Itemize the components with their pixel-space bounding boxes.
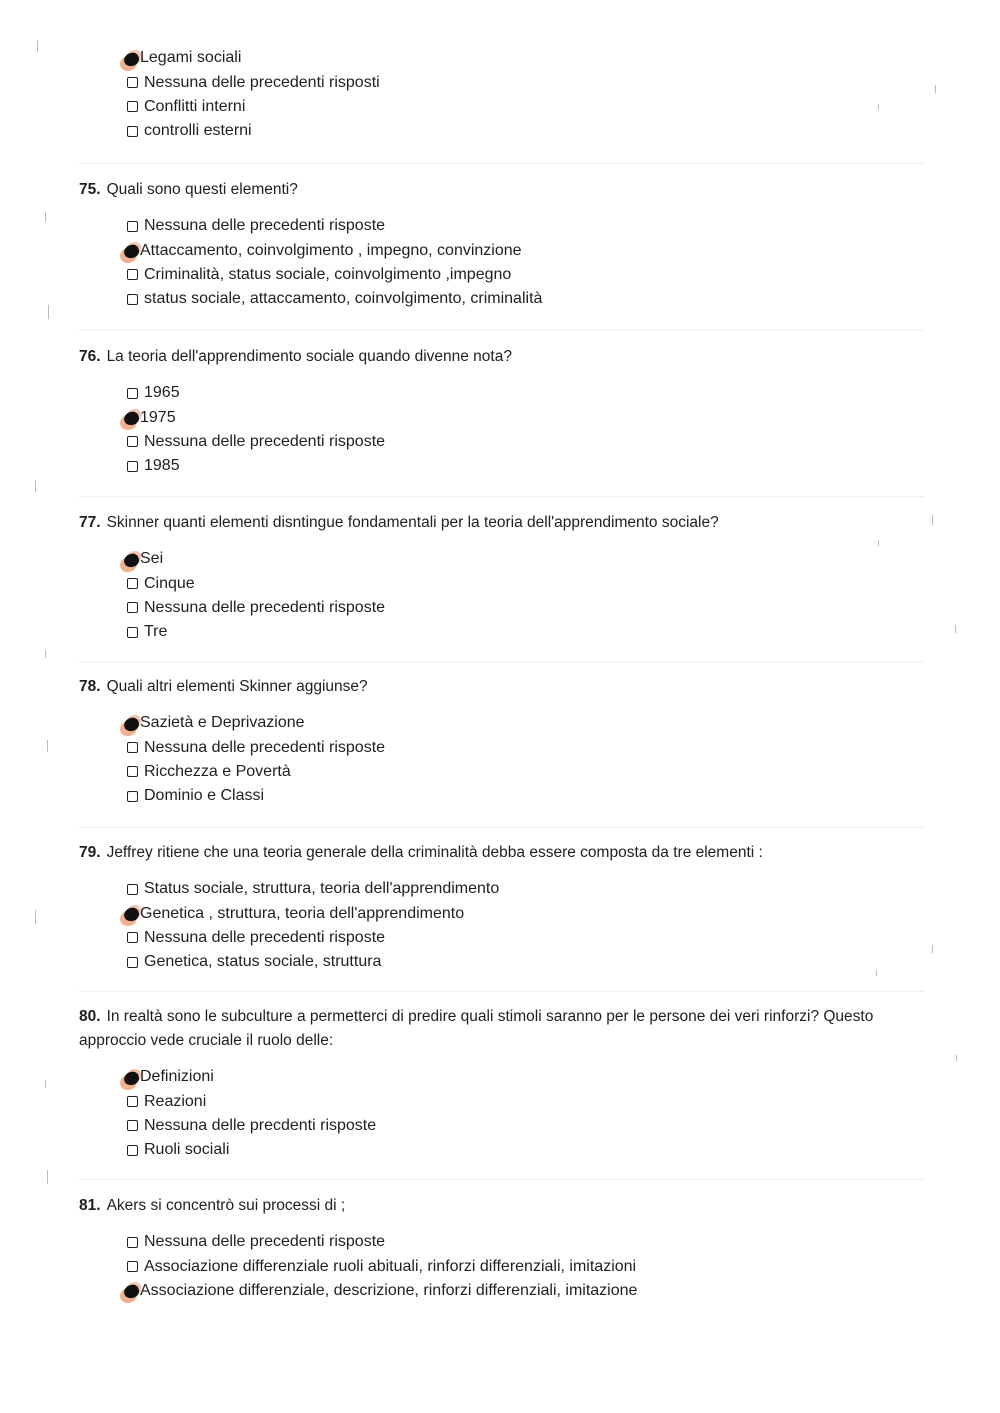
answer-option[interactable] — [127, 784, 929, 808]
question-number: 76. — [79, 348, 101, 365]
answer-option[interactable] — [127, 1254, 929, 1278]
empty-checkbox-icon[interactable] — [127, 126, 138, 137]
answer-label: Ruoli sociali — [144, 1141, 230, 1159]
empty-checkbox-icon[interactable] — [127, 1237, 138, 1248]
empty-checkbox-icon[interactable] — [127, 294, 138, 305]
answer-option[interactable] — [127, 454, 929, 478]
empty-checkbox-icon[interactable] — [127, 221, 138, 232]
answer-label: Nessuna delle precedenti risposti — [144, 73, 380, 91]
empty-checkbox-icon[interactable] — [127, 77, 138, 88]
scan-speck — [45, 1080, 46, 1088]
answer-label: Associazione differenziale, descrizione, rinforzi differenziali, imitazione — [140, 1281, 638, 1299]
answer-option[interactable] — [127, 877, 929, 901]
question-number: 78. — [79, 678, 101, 695]
answer-label: Nessuna delle precedenti risposte — [144, 432, 386, 450]
question-text: In realtà sono le subculture a permetterci di predire quali stimoli saranno per le persone dei veri rinforzi? Questo approccio vede cruciale il ruolo delle: — [79, 1008, 874, 1049]
answer-label: Nessuna delle precedenti risposte — [144, 1233, 386, 1251]
scan-speck — [932, 945, 933, 953]
scan-speck — [35, 480, 36, 492]
answer-option[interactable] — [127, 1138, 929, 1162]
question-heading — [79, 841, 929, 865]
question-number: 77. — [79, 514, 101, 531]
answer-label: Sazietà e Deprivazione — [140, 714, 305, 732]
filled-checkbox-icon[interactable] — [123, 411, 137, 424]
answer-label: Nessuna delle precedenti risposte — [144, 598, 386, 616]
filled-checkbox-icon[interactable] — [123, 244, 137, 257]
filled-checkbox-icon[interactable] — [123, 907, 137, 920]
answer-label: Nessuna delle precedenti risposte — [144, 217, 386, 235]
answer-option[interactable] — [127, 1279, 929, 1303]
empty-checkbox-icon[interactable] — [127, 436, 138, 447]
answer-option[interactable] — [127, 238, 929, 262]
question-number: 80. — [79, 1008, 101, 1025]
answer-option[interactable] — [127, 901, 929, 925]
answer-option[interactable] — [127, 46, 380, 70]
question-text: Akers si concentrò sui processi di ; — [106, 1197, 346, 1214]
scan-speck — [878, 540, 879, 546]
answer-label: Conflitti interni — [144, 97, 246, 115]
answer-option[interactable] — [127, 950, 929, 974]
question-number: 75. — [79, 181, 101, 198]
question-block — [79, 511, 929, 645]
empty-checkbox-icon[interactable] — [127, 932, 138, 943]
question-block — [79, 178, 929, 312]
empty-checkbox-icon[interactable] — [127, 1120, 138, 1131]
answer-option[interactable] — [127, 287, 929, 311]
question-text: Jeffrey ritiene che una teoria generale della criminalità debba essere composta da tre elementi : — [106, 844, 763, 861]
answer-option[interactable] — [127, 1114, 929, 1138]
answer-label: Genetica, status sociale, struttura — [144, 953, 382, 971]
answer-option[interactable] — [127, 926, 929, 950]
scan-speck — [45, 212, 46, 222]
question-divider — [79, 827, 925, 828]
answer-options — [127, 214, 929, 312]
empty-checkbox-icon[interactable] — [127, 766, 138, 777]
empty-checkbox-icon[interactable] — [127, 957, 138, 968]
answer-option[interactable] — [127, 620, 929, 644]
answer-option[interactable] — [127, 263, 929, 287]
question-text: Quali sono questi elementi? — [106, 181, 298, 198]
question-heading — [79, 345, 929, 369]
answer-option[interactable] — [127, 1230, 929, 1254]
answer-option[interactable] — [127, 405, 929, 429]
answer-option[interactable] — [127, 381, 929, 405]
filled-checkbox-icon[interactable] — [123, 553, 137, 566]
answer-label: Associazione differenziale ruoli abituali, rinforzi differenziali, imitazioni — [144, 1257, 637, 1275]
empty-checkbox-icon[interactable] — [127, 742, 138, 753]
question-heading — [79, 1194, 929, 1218]
answer-label: Nessuna delle precdenti risposte — [144, 1116, 377, 1134]
question-divider — [79, 991, 925, 992]
answer-options — [127, 877, 929, 975]
empty-checkbox-icon[interactable] — [127, 388, 138, 399]
scan-speck — [955, 625, 956, 633]
question-block — [79, 345, 929, 479]
empty-checkbox-icon[interactable] — [127, 602, 138, 613]
answer-label: Legami sociali — [140, 49, 242, 67]
answer-options — [127, 547, 929, 645]
question-text: Skinner quanti elementi disntingue fondamentali per la teoria dell'apprendimento sociale? — [106, 514, 719, 531]
answer-label: Tre — [144, 623, 168, 641]
scan-speck — [47, 1170, 48, 1184]
question-block — [79, 1005, 929, 1163]
answer-options — [127, 711, 929, 809]
scan-speck — [37, 40, 38, 52]
answer-option[interactable] — [127, 735, 929, 759]
question-block — [79, 1194, 929, 1303]
question-heading — [79, 675, 929, 699]
answer-option[interactable] — [127, 760, 929, 784]
answer-option[interactable] — [127, 571, 929, 595]
answer-option[interactable] — [127, 95, 380, 119]
answer-label: Sei — [140, 550, 164, 568]
answer-option[interactable] — [127, 547, 929, 571]
answer-options — [127, 1230, 929, 1303]
question-text: Quali altri elementi Skinner aggiunse? — [106, 678, 368, 695]
question-heading — [79, 178, 929, 202]
scan-speck — [47, 740, 48, 752]
empty-checkbox-icon[interactable] — [127, 884, 138, 895]
question-number: 81. — [79, 1197, 101, 1214]
question-text: La teoria dell'apprendimento sociale quando divenne nota? — [106, 348, 512, 365]
scan-speck — [876, 970, 877, 976]
question-heading — [79, 1005, 929, 1053]
question-block — [79, 841, 929, 975]
filled-checkbox-icon[interactable] — [123, 1071, 137, 1084]
answer-label: 1975 — [140, 408, 176, 426]
scan-speck — [935, 85, 936, 93]
filled-checkbox-icon[interactable] — [123, 52, 137, 65]
empty-checkbox-icon[interactable] — [127, 1261, 138, 1272]
answer-label: Definizioni — [140, 1068, 214, 1086]
scan-speck — [35, 910, 36, 924]
scan-speck — [932, 515, 933, 525]
answer-label: Nessuna delle precedenti risposte — [144, 738, 386, 756]
empty-checkbox-icon[interactable] — [127, 1096, 138, 1107]
empty-checkbox-icon[interactable] — [127, 269, 138, 280]
question-divider — [79, 1179, 925, 1180]
filled-checkbox-icon[interactable] — [123, 1284, 137, 1297]
scan-speck — [878, 104, 879, 110]
question-divider — [79, 330, 925, 331]
answer-label: 1965 — [144, 384, 180, 402]
empty-checkbox-icon[interactable] — [127, 101, 138, 112]
answer-label: 1985 — [144, 457, 180, 475]
answer-label: Ricchezza e Povertà — [144, 762, 291, 780]
question-block — [79, 675, 929, 809]
empty-checkbox-icon[interactable] — [127, 791, 138, 802]
scan-speck — [956, 1055, 957, 1061]
question-divider — [79, 163, 925, 164]
answer-label: status sociale, attaccamento, coinvolgimento, criminalità — [144, 290, 543, 308]
answer-option[interactable] — [127, 1089, 929, 1113]
answer-label: Genetica , struttura, teoria dell'apprendimento — [140, 904, 465, 922]
answer-label: controlli esterni — [144, 122, 252, 140]
answer-option[interactable] — [127, 1065, 929, 1089]
empty-checkbox-icon[interactable] — [127, 1145, 138, 1156]
answer-label: Status sociale, struttura, teoria dell'apprendimento — [144, 880, 500, 898]
filled-checkbox-icon[interactable] — [123, 717, 137, 730]
answer-option[interactable] — [127, 214, 929, 238]
answer-label: Attaccamento, coinvolgimento , impegno, convinzione — [140, 241, 522, 259]
empty-checkbox-icon[interactable] — [127, 627, 138, 638]
scan-speck — [45, 650, 46, 658]
answer-label: Cinque — [144, 574, 195, 592]
answer-option[interactable] — [127, 430, 929, 454]
previous-question-options — [127, 46, 380, 144]
answer-label: Reazioni — [144, 1092, 207, 1110]
answer-option[interactable] — [127, 596, 929, 620]
answer-options — [127, 381, 929, 479]
question-number: 79. — [79, 844, 101, 861]
answer-option[interactable] — [127, 711, 929, 735]
answer-option[interactable] — [127, 70, 380, 94]
question-divider — [79, 661, 925, 662]
scan-speck — [48, 305, 49, 319]
question-divider — [79, 496, 925, 497]
answer-label: Dominio e Classi — [144, 787, 265, 805]
answer-label: Nessuna delle precedenti risposte — [144, 928, 386, 946]
question-heading — [79, 511, 929, 535]
answer-option[interactable] — [127, 119, 380, 143]
empty-checkbox-icon[interactable] — [127, 461, 138, 472]
empty-checkbox-icon[interactable] — [127, 578, 138, 589]
answer-options — [127, 1065, 929, 1163]
answer-label: Criminalità, status sociale, coinvolgimento ,impegno — [144, 265, 512, 283]
